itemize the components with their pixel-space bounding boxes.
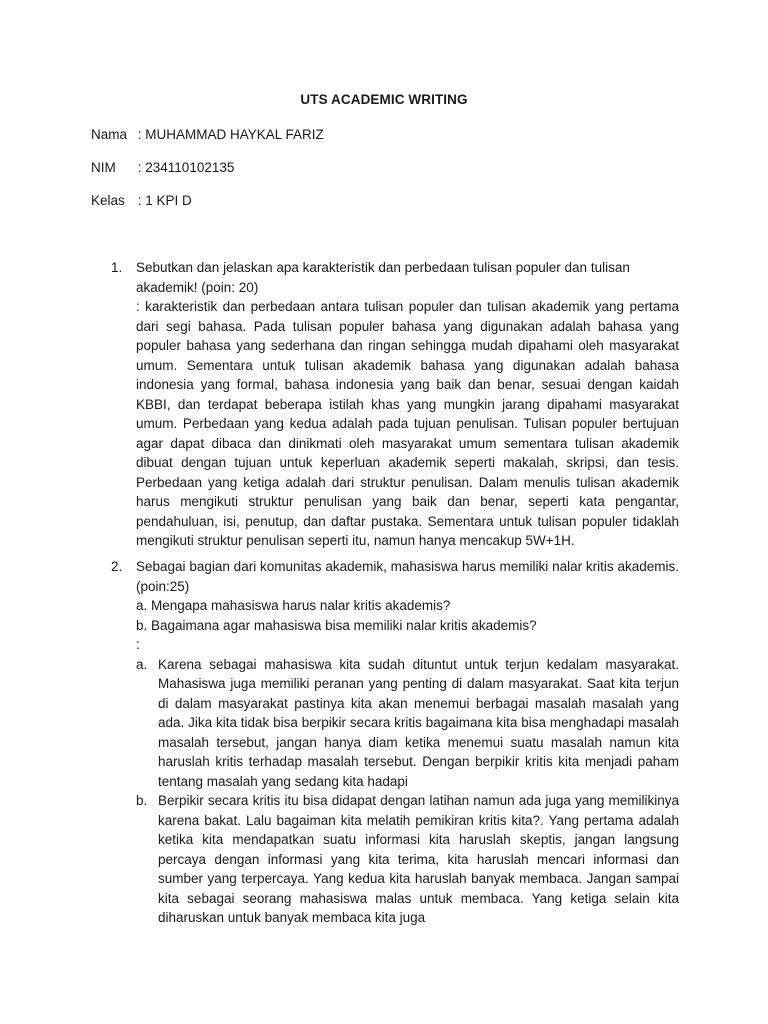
question-number: 2. [111, 559, 123, 574]
class-label: Kelas [91, 193, 125, 208]
answer-list [136, 655, 679, 928]
answer-letter: a. [136, 656, 148, 672]
question-prompt: Sebutkan dan jelaskan apa karakteristik dan perbedaan tulisan populer dan tulisan akademik! (poin: 20) [136, 260, 630, 295]
question-2 [136, 557, 679, 928]
student-nim-row [91, 158, 234, 177]
question-prompt: Sebagai bagian dari komunitas akademik, mahasiswa harus memiliki nalar kritis akademis. (poin:25) [136, 559, 679, 594]
answer-text: Karena sebagai mahasiswa kita sudah dituntut untuk terjun kedalam masyarakat. Mahasiswa juga memiliki peranan yang penting di dalam masyarakat. Saat kita terjun di dalam masyarakat pastinya kita akan menemui berbagai masalah masalah yang ada. Jika kita tidak bisa berpikir secara kritis bagaimana kita bisa menghadapi masalah masalah tersebut, jangan hanya diam ketika menemui suatu masalah namun kita haruslah kritis terhadap masalah tersebut. Dengan berpikir kritis kita menjadi paham tentang masalah yang sedang kita hadapi [158, 656, 679, 789]
nim-value: : 234110102135 [137, 160, 235, 175]
name-value: : MUHAMMAD HAYKAL FARIZ [137, 127, 324, 142]
name-label: Nama [91, 127, 128, 142]
student-class-row [91, 191, 192, 210]
sub-question-b: b. Bagaimana agar mahasiswa bisa memiliki nalar kritis akademis? [136, 617, 537, 633]
question-number: 1. [111, 260, 123, 275]
sub-question-a: a. Mengapa mahasiswa harus nalar kritis akademis? [136, 598, 451, 613]
class-value: : 1 KPI D [137, 193, 192, 208]
question-1 [136, 258, 679, 551]
list-item [136, 655, 679, 792]
document-title: UTS ACADEMIC WRITING [300, 92, 468, 107]
nim-label: NIM [91, 160, 116, 175]
question-answer: : karakteristik dan perbedaan antara tulisan populer dan tulisan akademik yang pertama dari segi bahasa. Pada tulisan populer bahasa yang digunakan adalah bahasa yang populer bahasa yang sederhana dan ringan sehingga mudah dipahami oleh masyarakat umum. Sementara untuk tulisan akademik bahasa yang digunakan adalah bahasa indonesia yang formal, bahasa indonesia yang baik dan benar, sesuai dengan kaidah KBBI, dan terdapat beberapa istilah khas yang mungkin jarang dipahami masyarakat umum. Perbedaan yang kedua adalah pada tujuan penulisan. Tulisan populer bertujuan agar dapat dibaca dan dinikmati oleh masyarakat umum sementara tulisan akademik dibuat dengan tujuan untuk keperluan akademik seperti makalah, skripsi, dan tesis. Perbedaan yang ketiga adalah dari struktur penulisan. Dalam menulis tulisan akademik harus mengikuti struktur penulisan yang baik dan benar, seperti kata pengantar, pendahuluan, isi, penutup, dan daftar pustaka. Sementara untuk tulisan populer tidaklah mengikuti struktur penulisan seperti itu, namun hanya mencakup 5W+1H. [136, 299, 679, 548]
answer-letter: b. [136, 793, 148, 808]
answer-colon: : [136, 637, 140, 652]
answer-text: Berpikir secara kritis itu bisa didapat dengan latihan namun ada juga yang memilikinya karena bakat. Lalu bagaiman kita melatih pemikiran kritis kita?. Yang pertama adalah ketika kita mendapatkan suatu informasi kita haruslah skeptis, jangan langsung percaya dengan informasi yang kita terima, kita haruslah mencari informasi dan sumber yang terpercaya. Yang kedua kita haruslah banyak membaca. Jangan sampai kita sebagai seorang mahasiswa malas untuk membaca. Yang ketiga selain kita diharuskan untuk banyak membaca kita juga [158, 793, 679, 925]
list-item [136, 791, 679, 928]
student-name-row [91, 125, 324, 144]
